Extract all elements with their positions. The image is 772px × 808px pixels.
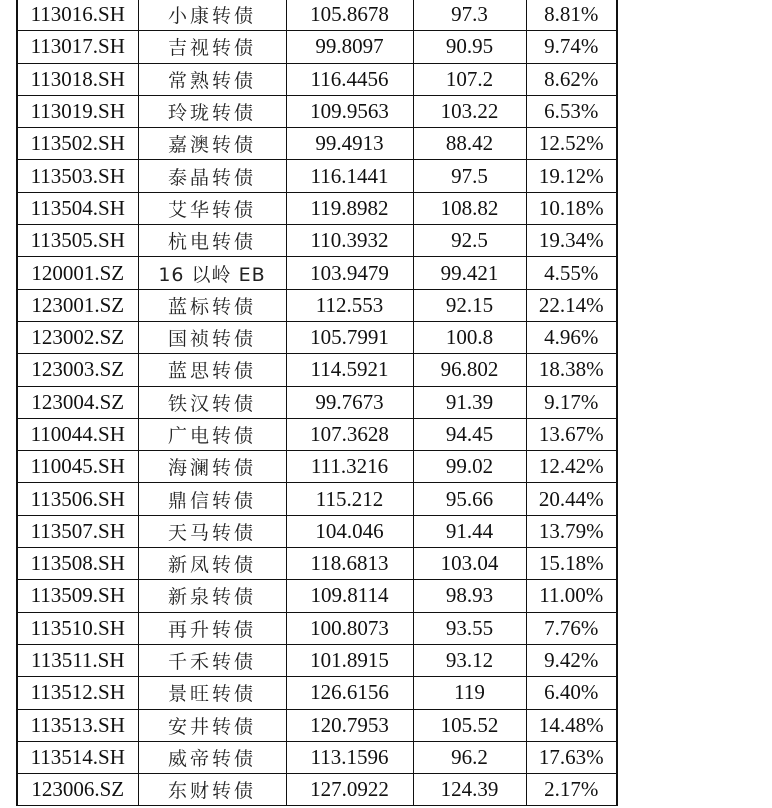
conversion-value-cell: 90.95 — [413, 31, 526, 63]
bond-name-cell: 东财转债 — [138, 774, 286, 806]
premium-rate-cell: 9.17% — [526, 386, 617, 418]
bond-code-cell: 123006.SZ — [17, 774, 138, 806]
premium-rate-cell: 12.52% — [526, 128, 617, 160]
bond-price-cell: 99.4913 — [286, 128, 413, 160]
table-row — [17, 354, 617, 386]
conversion-value-cell: 92.5 — [413, 225, 526, 257]
table-row — [17, 321, 617, 353]
premium-rate-cell: 13.79% — [526, 515, 617, 547]
bond-name-cell: 鼎信转债 — [138, 483, 286, 515]
table-row — [17, 289, 617, 321]
conversion-value-cell: 103.04 — [413, 548, 526, 580]
bond-name-cell: 吉视转债 — [138, 31, 286, 63]
conversion-value-cell: 91.39 — [413, 386, 526, 418]
table-row — [17, 225, 617, 257]
bond-price-cell: 110.3932 — [286, 225, 413, 257]
bond-code-cell: 113513.SH — [17, 709, 138, 741]
bond-name-cell: 杭电转债 — [138, 225, 286, 257]
table-row — [17, 580, 617, 612]
premium-rate-cell: 13.67% — [526, 418, 617, 450]
conversion-value-cell: 119 — [413, 677, 526, 709]
bond-name-cell: 蓝思转债 — [138, 354, 286, 386]
premium-rate-cell: 2.17% — [526, 774, 617, 806]
bond-name-cell: 艾华转债 — [138, 192, 286, 224]
conversion-value-cell: 97.3 — [413, 0, 526, 31]
table-row — [17, 418, 617, 450]
conversion-value-cell: 100.8 — [413, 321, 526, 353]
table-row — [17, 95, 617, 127]
bond-code-cell: 113504.SH — [17, 192, 138, 224]
bond-code-cell: 113507.SH — [17, 515, 138, 547]
bond-price-cell: 113.1596 — [286, 741, 413, 773]
premium-rate-cell: 17.63% — [526, 741, 617, 773]
conversion-value-cell: 93.12 — [413, 644, 526, 676]
premium-rate-cell: 4.96% — [526, 321, 617, 353]
bond-code-cell: 113511.SH — [17, 644, 138, 676]
premium-rate-cell: 19.34% — [526, 225, 617, 257]
conversion-value-cell: 97.5 — [413, 160, 526, 192]
bond-code-cell: 113510.SH — [17, 612, 138, 644]
bond-code-cell: 113514.SH — [17, 741, 138, 773]
conversion-value-cell: 108.82 — [413, 192, 526, 224]
table-body — [17, 0, 617, 806]
premium-rate-cell: 14.48% — [526, 709, 617, 741]
bond-code-cell: 113506.SH — [17, 483, 138, 515]
bond-name-cell: 蓝标转债 — [138, 289, 286, 321]
bond-name-cell: 景旺转债 — [138, 677, 286, 709]
conversion-value-cell: 99.421 — [413, 257, 526, 289]
bond-name-cell: 国祯转债 — [138, 321, 286, 353]
bond-name-cell: 新泉转债 — [138, 580, 286, 612]
conversion-value-cell: 124.39 — [413, 774, 526, 806]
premium-rate-cell: 20.44% — [526, 483, 617, 515]
table-row — [17, 644, 617, 676]
bond-price-cell: 104.046 — [286, 515, 413, 547]
table-row — [17, 451, 617, 483]
table-row — [17, 741, 617, 773]
table-row — [17, 160, 617, 192]
bond-name-cell: 威帝转债 — [138, 741, 286, 773]
conversion-value-cell: 103.22 — [413, 95, 526, 127]
bond-price-cell: 127.0922 — [286, 774, 413, 806]
table-row — [17, 612, 617, 644]
table-row — [17, 0, 617, 31]
table-row — [17, 31, 617, 63]
premium-rate-cell: 8.81% — [526, 0, 617, 31]
conversion-value-cell: 92.15 — [413, 289, 526, 321]
bond-code-cell: 113018.SH — [17, 63, 138, 95]
premium-rate-cell: 4.55% — [526, 257, 617, 289]
premium-rate-cell: 6.53% — [526, 95, 617, 127]
bond-price-cell: 99.8097 — [286, 31, 413, 63]
bond-code-cell: 123002.SZ — [17, 321, 138, 353]
bond-name-cell: 千禾转债 — [138, 644, 286, 676]
bond-code-cell: 113019.SH — [17, 95, 138, 127]
bond-name-cell: 新凤转债 — [138, 548, 286, 580]
table-row — [17, 774, 617, 806]
bond-code-cell: 113503.SH — [17, 160, 138, 192]
conversion-value-cell: 99.02 — [413, 451, 526, 483]
convertible-bond-table — [16, 0, 618, 806]
table-row — [17, 483, 617, 515]
bond-price-cell: 118.6813 — [286, 548, 413, 580]
bond-code-cell: 110044.SH — [17, 418, 138, 450]
premium-rate-cell: 11.00% — [526, 580, 617, 612]
bond-table-container — [16, 0, 618, 806]
premium-rate-cell: 10.18% — [526, 192, 617, 224]
bond-code-cell: 113509.SH — [17, 580, 138, 612]
conversion-value-cell: 95.66 — [413, 483, 526, 515]
bond-code-cell: 113505.SH — [17, 225, 138, 257]
bond-price-cell: 114.5921 — [286, 354, 413, 386]
table-row — [17, 548, 617, 580]
table-row — [17, 386, 617, 418]
table-row — [17, 515, 617, 547]
conversion-value-cell: 93.55 — [413, 612, 526, 644]
premium-rate-cell: 8.62% — [526, 63, 617, 95]
conversion-value-cell: 107.2 — [413, 63, 526, 95]
bond-code-cell: 123001.SZ — [17, 289, 138, 321]
bond-name-cell: 嘉澳转债 — [138, 128, 286, 160]
bond-price-cell: 112.553 — [286, 289, 413, 321]
bond-price-cell: 107.3628 — [286, 418, 413, 450]
bond-code-cell: 110045.SH — [17, 451, 138, 483]
bond-name-cell: 海澜转债 — [138, 451, 286, 483]
bond-price-cell: 111.3216 — [286, 451, 413, 483]
table-row — [17, 63, 617, 95]
premium-rate-cell: 15.18% — [526, 548, 617, 580]
bond-name-cell: 安井转债 — [138, 709, 286, 741]
bond-price-cell: 105.7991 — [286, 321, 413, 353]
premium-rate-cell: 18.38% — [526, 354, 617, 386]
bond-price-cell: 100.8073 — [286, 612, 413, 644]
bond-price-cell: 116.4456 — [286, 63, 413, 95]
premium-rate-cell: 9.74% — [526, 31, 617, 63]
conversion-value-cell: 91.44 — [413, 515, 526, 547]
bond-price-cell: 115.212 — [286, 483, 413, 515]
premium-rate-cell: 12.42% — [526, 451, 617, 483]
bond-code-cell: 113512.SH — [17, 677, 138, 709]
conversion-value-cell: 96.802 — [413, 354, 526, 386]
bond-name-cell: 玲珑转债 — [138, 95, 286, 127]
bond-name-cell: 16 以岭 EB — [138, 257, 286, 289]
bond-code-cell: 123003.SZ — [17, 354, 138, 386]
bond-name-cell: 广电转债 — [138, 418, 286, 450]
bond-price-cell: 126.6156 — [286, 677, 413, 709]
bond-code-cell: 113017.SH — [17, 31, 138, 63]
bond-code-cell: 113508.SH — [17, 548, 138, 580]
bond-name-cell: 铁汉转债 — [138, 386, 286, 418]
bond-price-cell: 109.9563 — [286, 95, 413, 127]
premium-rate-cell: 6.40% — [526, 677, 617, 709]
bond-price-cell: 109.8114 — [286, 580, 413, 612]
conversion-value-cell: 105.52 — [413, 709, 526, 741]
premium-rate-cell: 22.14% — [526, 289, 617, 321]
conversion-value-cell: 88.42 — [413, 128, 526, 160]
table-row — [17, 709, 617, 741]
premium-rate-cell: 19.12% — [526, 160, 617, 192]
bond-name-cell: 天马转债 — [138, 515, 286, 547]
bond-price-cell: 99.7673 — [286, 386, 413, 418]
bond-name-cell: 再升转债 — [138, 612, 286, 644]
conversion-value-cell: 94.45 — [413, 418, 526, 450]
bond-code-cell: 113016.SH — [17, 0, 138, 31]
table-row — [17, 257, 617, 289]
bond-price-cell: 105.8678 — [286, 0, 413, 31]
conversion-value-cell: 96.2 — [413, 741, 526, 773]
bond-name-cell: 泰晶转债 — [138, 160, 286, 192]
premium-rate-cell: 7.76% — [526, 612, 617, 644]
table-row — [17, 128, 617, 160]
table-row — [17, 192, 617, 224]
bond-code-cell: 113502.SH — [17, 128, 138, 160]
table-row — [17, 677, 617, 709]
bond-name-cell: 小康转债 — [138, 0, 286, 31]
bond-price-cell: 119.8982 — [286, 192, 413, 224]
bond-price-cell: 101.8915 — [286, 644, 413, 676]
bond-price-cell: 120.7953 — [286, 709, 413, 741]
bond-code-cell: 120001.SZ — [17, 257, 138, 289]
bond-price-cell: 116.1441 — [286, 160, 413, 192]
bond-code-cell: 123004.SZ — [17, 386, 138, 418]
premium-rate-cell: 9.42% — [526, 644, 617, 676]
bond-name-cell: 常熟转债 — [138, 63, 286, 95]
bond-price-cell: 103.9479 — [286, 257, 413, 289]
conversion-value-cell: 98.93 — [413, 580, 526, 612]
